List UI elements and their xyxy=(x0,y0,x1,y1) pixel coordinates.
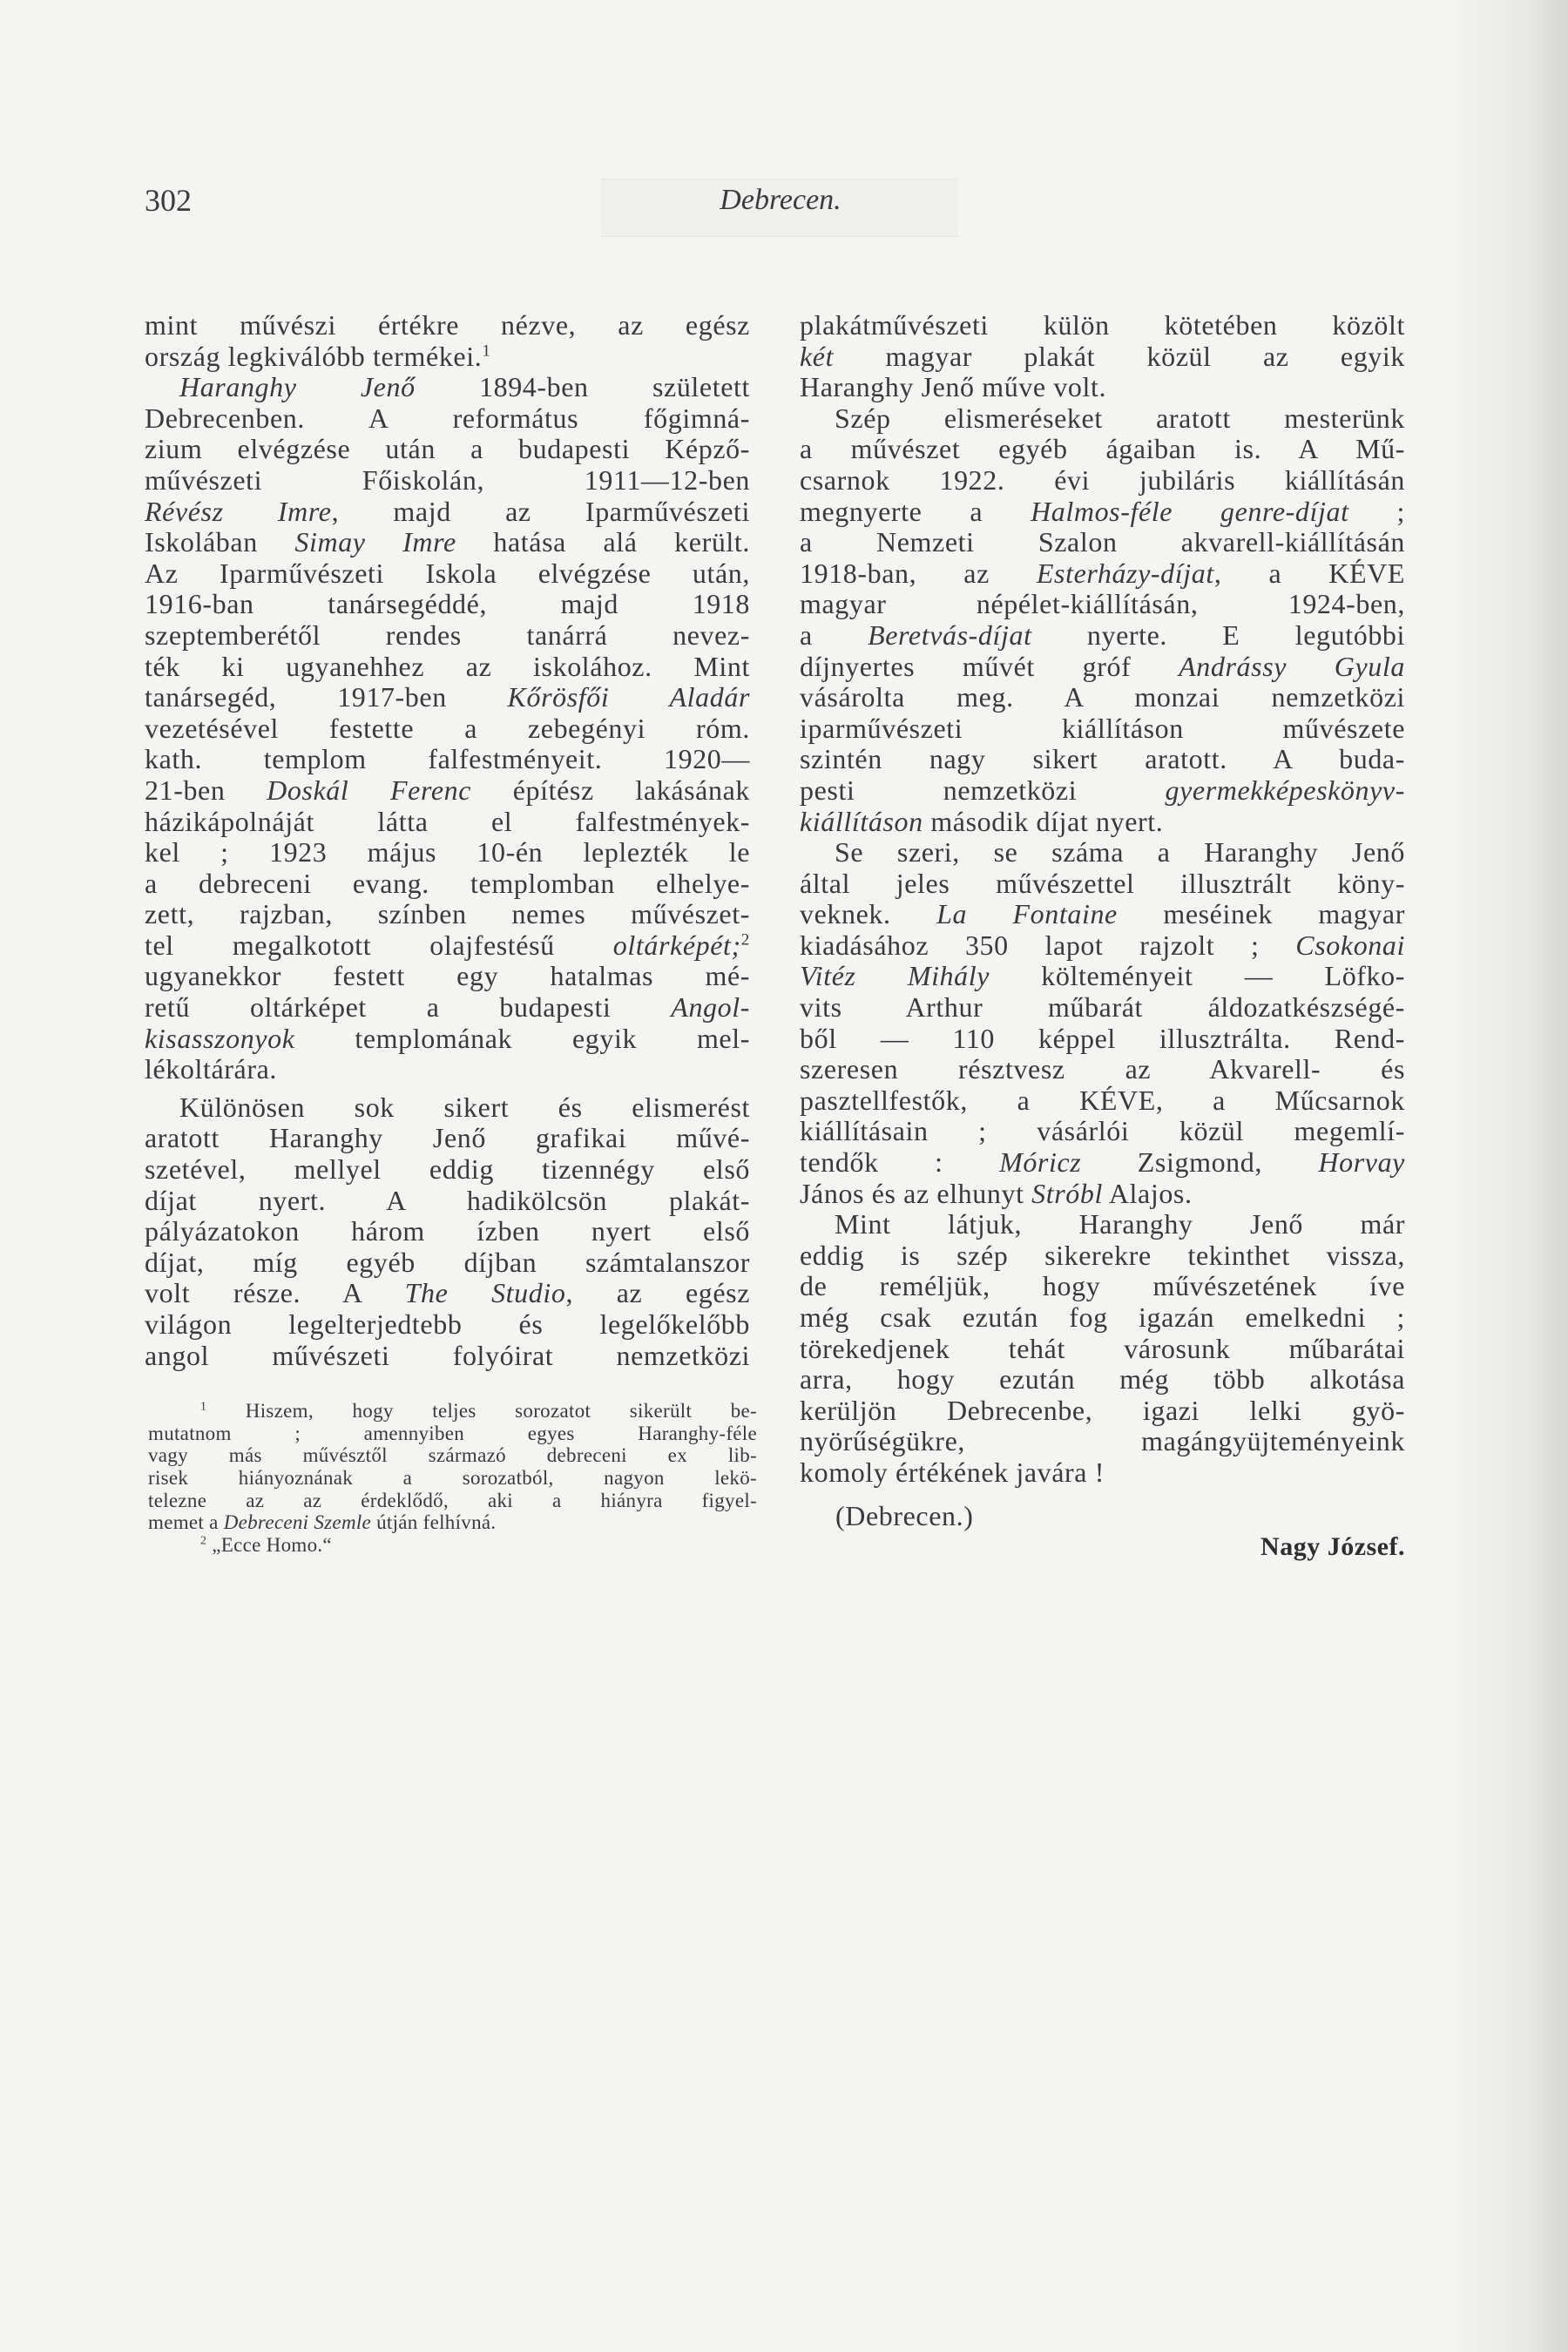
author-signature: Nagy József. xyxy=(1260,1532,1405,1561)
body-line xyxy=(800,1396,1405,1427)
body-line xyxy=(145,341,750,373)
running-title: Debrecen. xyxy=(720,184,841,216)
text-run: arra, hogy ezután még több alkotása xyxy=(800,1363,1405,1396)
italic-name: La Fontaine xyxy=(936,898,1118,930)
footnote-line xyxy=(148,1467,757,1490)
text-run: Se szeri, se száma a Haranghy Jenő xyxy=(835,836,1405,868)
text-run: pályázatokon három ízben nyert első xyxy=(145,1215,750,1247)
italic-name: Horvay xyxy=(1318,1146,1405,1179)
italic-name: Esterházy-díjat xyxy=(1036,557,1214,589)
body-line xyxy=(145,1123,750,1154)
italic-name: The Studio xyxy=(404,1277,566,1309)
body-line xyxy=(800,310,1405,341)
text-run: második díjat nyert. xyxy=(923,805,1164,837)
body-line xyxy=(800,434,1405,465)
body-line xyxy=(800,1085,1405,1117)
text-run: díjat nyert. A hadikölcsön plakát- xyxy=(145,1184,750,1216)
text-run: risek hiányoznának a sorozatból, nagyon lekö- xyxy=(148,1467,757,1490)
body-line xyxy=(145,310,750,341)
body-line xyxy=(800,868,1405,900)
text-run: vagy más művésztől származó debreceni ex lib- xyxy=(148,1444,757,1467)
text-run: Szép elismeréseket aratott mesterünk xyxy=(835,402,1405,434)
text-run: ; xyxy=(1348,495,1405,527)
text-run: mutatnom ; amennyiben egyes Haranghy-féle xyxy=(148,1422,757,1444)
italic-name: Haranghy Jenő xyxy=(179,371,416,403)
text-run: veknek. xyxy=(800,898,937,930)
body-line xyxy=(145,558,750,590)
text-run: memet a xyxy=(148,1511,224,1534)
italic-name: Vitéz Mihály xyxy=(800,960,990,992)
body-line xyxy=(800,713,1405,745)
body-line xyxy=(800,1457,1405,1489)
body-line xyxy=(145,403,750,435)
body-line xyxy=(145,713,750,745)
body-line xyxy=(800,620,1405,652)
body-line xyxy=(800,558,1405,590)
body-line xyxy=(145,868,750,900)
footnote-marker: 2 xyxy=(200,1533,207,1547)
footnote-line xyxy=(148,1534,757,1557)
body-line xyxy=(145,465,750,497)
body-line xyxy=(145,992,750,1024)
body-line xyxy=(800,403,1405,435)
text-run: nyerte. E legutóbbi xyxy=(1031,618,1406,651)
body-line xyxy=(145,930,750,962)
text-run: Alajos. xyxy=(1103,1177,1193,1209)
italic-name: kiállításon xyxy=(800,805,923,837)
text-run: építész lakásának xyxy=(471,774,750,806)
text-run: 21-ben xyxy=(145,774,267,806)
text-run: mint művészi értékre nézve, az egész xyxy=(145,309,750,341)
text-run: házikápolnáját látta el falfestmények- xyxy=(145,805,750,837)
text-run: Hiszem, hogy teljes sorozatot sikerült be- xyxy=(206,1400,757,1422)
text-run: útján felhívná. xyxy=(371,1511,497,1534)
text-run: 1916-ban tanársegéddé, majd 1918 xyxy=(145,588,750,620)
body-line xyxy=(800,775,1405,807)
body-line xyxy=(145,527,750,558)
body-line xyxy=(145,1216,750,1247)
italic-name: Kőrösfői Aladár xyxy=(507,681,750,713)
text-run: eddig is szép sikerekre tekinthet vissza, xyxy=(800,1239,1405,1271)
text-run: a művészet egyéb ágaiban is. A Mű- xyxy=(800,433,1405,465)
body-line xyxy=(800,652,1405,683)
body-line xyxy=(800,807,1405,838)
text-run: a Nemzeti Szalon akvarell-kiállításán xyxy=(800,526,1405,558)
text-run: díjnyertes művét gróf xyxy=(800,650,1179,682)
body-line xyxy=(145,1278,750,1309)
body-line xyxy=(800,992,1405,1024)
body-line xyxy=(145,1247,750,1279)
italic-name: Beretvás-díjat xyxy=(868,618,1032,651)
body-line xyxy=(800,899,1405,930)
text-run: tendők : xyxy=(800,1146,1000,1179)
text-run: még csak ezután fog igazán emelkedni ; xyxy=(800,1301,1405,1333)
body-line xyxy=(800,372,1405,403)
footnote-marker: 2 xyxy=(740,930,750,950)
text-run: volt része. A xyxy=(145,1277,405,1309)
text-run: 1918-ban, az xyxy=(800,557,1037,589)
text-run: zett, rajzban, színben nemes művészet- xyxy=(145,898,750,930)
body-line xyxy=(145,434,750,465)
body-line xyxy=(145,372,750,403)
footnote-marker: 1 xyxy=(482,341,491,361)
body-line xyxy=(145,1186,750,1217)
text-run: csarnok 1922. évi jubiláris kiállításán xyxy=(800,463,1405,496)
text-run: tanársegéd, 1917-ben xyxy=(145,681,508,713)
footnote-line xyxy=(148,1400,757,1423)
body-line xyxy=(800,682,1405,713)
text-run: zium elvégzése után a budapesti Képző- xyxy=(145,433,750,465)
text-run: hatása alá került. xyxy=(456,526,751,558)
text-run: díjat, míg egyéb díjban számtalanszor xyxy=(145,1246,750,1278)
text-run: Az Iparművészeti Iskola elvégzése után, xyxy=(145,557,750,589)
body-line xyxy=(145,620,750,652)
italic-name: kisasszonyok xyxy=(145,1022,295,1054)
body-line xyxy=(145,589,750,620)
body-line xyxy=(145,807,750,838)
body-line xyxy=(145,1341,750,1372)
text-run: plakátművészeti külön kötetében közölt xyxy=(800,309,1405,341)
italic-name: Doskál Ferenc xyxy=(267,774,472,806)
text-run: nyörűségükre, magángyüjteményeink xyxy=(800,1425,1405,1457)
text-run: kath. templom falfestményeit. 1920— xyxy=(145,743,750,775)
body-line xyxy=(800,930,1405,962)
text-run: kerüljön Debrecenbe, igazi lelki gyö- xyxy=(800,1394,1405,1426)
text-run: Különösen sok sikert és elismerést xyxy=(179,1091,750,1123)
text-run: Mint látjuk, Haranghy Jenő már xyxy=(835,1208,1405,1240)
body-line xyxy=(800,744,1405,775)
body-line xyxy=(800,1302,1405,1334)
text-run: pesti nemzetközi xyxy=(800,774,1166,806)
body-line xyxy=(800,1334,1405,1365)
text-run: kiállításain ; vásárlói közül megemlí- xyxy=(800,1115,1405,1147)
text-run: templomának egyik mel- xyxy=(294,1022,750,1054)
text-run: , az egész xyxy=(565,1277,751,1309)
body-line xyxy=(145,1309,750,1341)
text-run: komoly értékének javára ! xyxy=(800,1456,1105,1488)
body-line xyxy=(145,1054,750,1085)
text-run: szeptemberétől rendes tanárrá nevez- xyxy=(145,618,750,651)
body-line xyxy=(145,744,750,775)
text-run: lékoltárára. xyxy=(145,1053,277,1085)
italic-name: Móricz xyxy=(999,1146,1082,1179)
text-run: szintén nagy sikert aratott. A buda- xyxy=(800,743,1405,775)
text-run: iparművészeti kiállításon művészete xyxy=(800,712,1405,744)
text-run: ték ki ugyanehhez az iskolához. Mint xyxy=(145,650,750,682)
footnote-line xyxy=(148,1444,757,1467)
body-line xyxy=(800,1209,1405,1240)
text-run: ből — 110 képpel illusztrálta. Rend- xyxy=(800,1022,1405,1054)
text-run: Debrecenben. A református főgimná- xyxy=(145,402,750,434)
italic-name: Simay Imre xyxy=(294,526,456,558)
text-run: kiadásához 350 lapot rajzolt ; xyxy=(800,929,1296,961)
text-run: de reméljük, hogy művészetének íve xyxy=(800,1270,1405,1302)
body-line xyxy=(800,961,1405,992)
italic-name: oltárképét; xyxy=(612,929,741,961)
text-run: a debreceni evang. templomban elhelye- xyxy=(145,867,750,899)
text-run: ugyanekkor festett egy hatalmas mé- xyxy=(145,960,750,992)
body-line xyxy=(145,1024,750,1055)
body-line xyxy=(800,341,1405,373)
text-run: szeresen résztvesz az Akvarell- és xyxy=(800,1053,1405,1085)
body-line xyxy=(800,1271,1405,1302)
body-line xyxy=(800,1179,1405,1210)
text-run: vezetésével festette a zebegényi róm. xyxy=(145,712,750,744)
text-run: művészeti Főiskolán, 1911—12-ben xyxy=(145,463,750,496)
body-line xyxy=(145,682,750,713)
text-run: vits Arthur műbarát áldozatkészségé- xyxy=(800,991,1405,1024)
body-line xyxy=(800,1364,1405,1396)
footnotes xyxy=(148,1400,757,1557)
text-run: Iskolában xyxy=(145,526,295,558)
text-run: , a KÉVE xyxy=(1213,557,1405,589)
footnote-line xyxy=(148,1511,757,1534)
body-line xyxy=(800,837,1405,868)
text-run: szetével, mellyel eddig tizennégy első xyxy=(145,1153,750,1186)
text-run: pasztellfestők, a KÉVE, a Műcsarnok xyxy=(800,1084,1405,1116)
body-line xyxy=(800,1147,1405,1179)
footnote-line xyxy=(148,1490,757,1512)
footnote-line xyxy=(148,1423,757,1445)
italic-name: Révész Imre xyxy=(145,495,332,527)
body-line xyxy=(145,1092,750,1124)
text-run: angol művészeti folyóirat nemzetközi xyxy=(145,1339,750,1371)
text-run: világon legelterjedtebb és legelőkelőbb xyxy=(145,1308,750,1340)
body-line xyxy=(145,1154,750,1186)
italic-name: Debreceni Szemle xyxy=(223,1511,372,1534)
text-run: magyar plakát közül az egyik xyxy=(834,340,1405,372)
page-number: 302 xyxy=(145,183,192,218)
italic-name: Andrássy Gyula xyxy=(1179,650,1406,682)
body-line xyxy=(145,497,750,528)
body-line xyxy=(800,1426,1405,1457)
body-line xyxy=(800,589,1405,620)
text-run: kel ; 1923 május 10-én leplezték le xyxy=(145,836,750,868)
text-run: , majd az Iparművészeti xyxy=(331,495,750,527)
body-line xyxy=(145,899,750,930)
text-run: telezne az az érdeklődő, aki a hiányra figyel- xyxy=(148,1489,757,1511)
text-run: János és az elhunyt xyxy=(800,1177,1032,1209)
italic-name: Angol- xyxy=(671,991,750,1024)
text-run: Haranghy Jenő műve volt. xyxy=(800,371,1107,403)
body-line xyxy=(145,775,750,807)
text-run: meséinek magyar xyxy=(1117,898,1405,930)
text-run: „Ecce Homo.“ xyxy=(206,1534,332,1557)
italic-name: gyermekképeskönyv- xyxy=(1165,774,1405,806)
left-column xyxy=(145,310,750,1371)
body-line xyxy=(145,652,750,683)
text-run: 1894-ben született xyxy=(415,371,750,403)
body-line xyxy=(800,465,1405,497)
text-run: Zsigmond, xyxy=(1081,1146,1319,1179)
text-run: törekedjenek tehát városunk műbarátai xyxy=(800,1332,1405,1364)
body-line xyxy=(800,1240,1405,1272)
body-line xyxy=(145,961,750,992)
text-run: tel megalkotott olajfestésű xyxy=(145,929,613,961)
italic-name: Stróbl xyxy=(1031,1177,1103,1209)
text-run: által jeles művészettel illusztrált köny- xyxy=(800,867,1405,899)
text-run: költeményeit — Löfko- xyxy=(990,960,1406,992)
text-run: megnyerte a xyxy=(800,495,1031,527)
body-line xyxy=(800,1054,1405,1085)
text-run: magyar népélet-kiállításán, 1924-ben, xyxy=(800,588,1405,620)
text-run: a xyxy=(800,618,868,651)
text-run: aratott Haranghy Jenő grafikai művé- xyxy=(145,1122,750,1154)
text-run: vásárolta meg. A monzai nemzetközi xyxy=(800,681,1405,713)
footnote-marker: 1 xyxy=(200,1399,207,1413)
text-run: ország legkiválóbb termékei. xyxy=(145,340,483,372)
italic-name: Halmos-féle genre-díjat xyxy=(1031,495,1349,527)
page-edge-shadow xyxy=(1446,0,1568,2352)
text-run: retű oltárképet a budapesti xyxy=(145,991,672,1024)
body-line xyxy=(145,837,750,868)
dateline-place: (Debrecen.) xyxy=(835,1500,974,1531)
italic-name: két xyxy=(800,340,835,372)
body-line xyxy=(800,527,1405,558)
body-line xyxy=(800,497,1405,528)
body-line xyxy=(800,1116,1405,1147)
right-column xyxy=(800,310,1405,1489)
italic-name: Csokonai xyxy=(1295,929,1405,961)
body-line xyxy=(800,1024,1405,1055)
